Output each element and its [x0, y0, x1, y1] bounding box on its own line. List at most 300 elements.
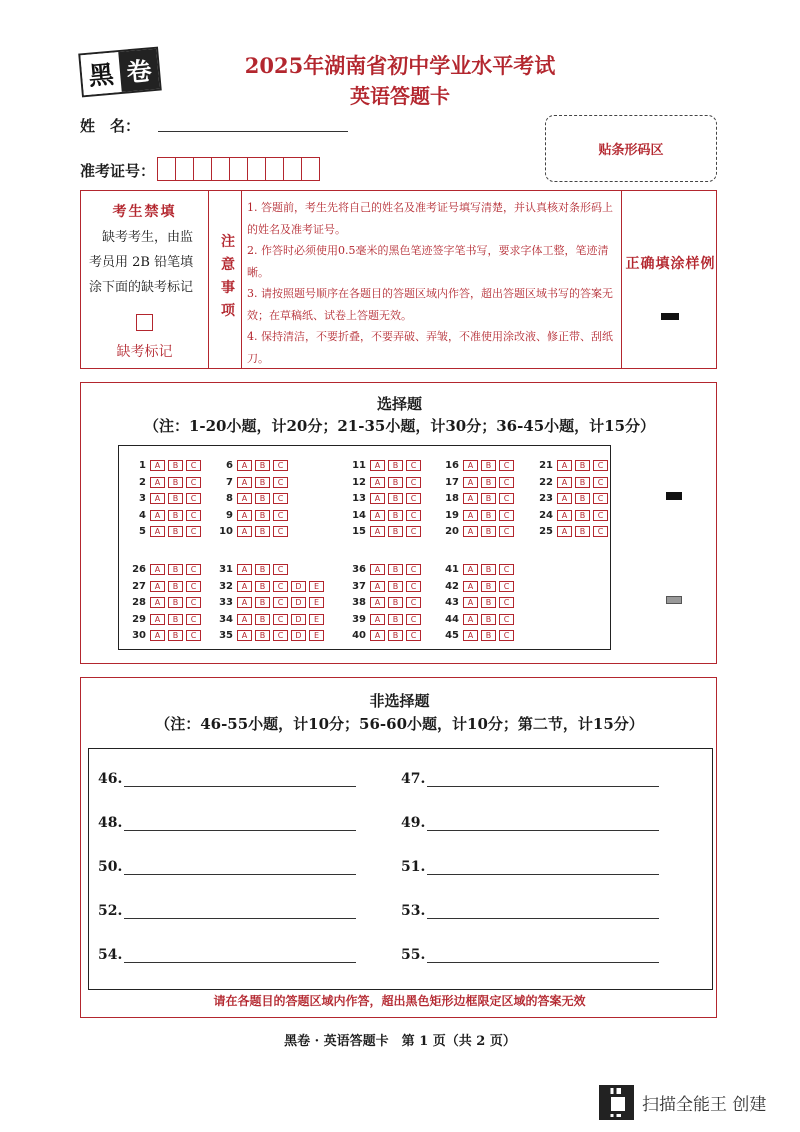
- option-bubble-b[interactable]: B: [575, 460, 590, 471]
- answer-blank[interactable]: [427, 948, 659, 963]
- option-bubble-b[interactable]: B: [388, 510, 403, 521]
- option-bubble-a[interactable]: A: [370, 630, 385, 641]
- answer-blank[interactable]: [427, 904, 659, 919]
- option-bubble-a[interactable]: A: [370, 614, 385, 625]
- option-bubble-b[interactable]: B: [575, 526, 590, 537]
- question-number: 22: [539, 476, 553, 488]
- option-bubble-c[interactable]: C: [406, 526, 421, 537]
- answer-line-53[interactable]: [401, 903, 659, 919]
- option-bubble-a[interactable]: A: [237, 477, 252, 488]
- notice-item: 2. 作答时必须使用0.5毫米的黑色笔迹签字笔书写，要求字体工整，笔迹清晰。: [247, 244, 609, 279]
- option-bubble-c[interactable]: C: [273, 630, 288, 641]
- question-row-26: [126, 563, 204, 576]
- question-number: 12: [352, 476, 366, 488]
- question-number: 21: [539, 460, 553, 471]
- question-row-22: [533, 476, 611, 489]
- answer-number: 55.: [401, 947, 426, 963]
- option-bubble-c[interactable]: C: [406, 564, 421, 575]
- option-bubble-a[interactable]: A: [150, 597, 165, 608]
- question-row-2: [126, 476, 204, 489]
- option-bubble-a[interactable]: A: [463, 564, 478, 575]
- option-bubble-c[interactable]: C: [186, 564, 201, 575]
- option-bubble-a[interactable]: A: [150, 526, 165, 537]
- option-bubble-a[interactable]: A: [237, 614, 252, 625]
- answer-area-warning: 请在各题目的答题区域内作答，超出黑色矩形边框限定区域的答案无效: [213, 994, 586, 1008]
- option-bubble-e[interactable]: E: [309, 597, 324, 608]
- option-bubble-a[interactable]: A: [150, 630, 165, 641]
- option-bubble-b[interactable]: B: [388, 460, 403, 471]
- option-bubble-c[interactable]: C: [406, 460, 421, 471]
- answer-line-52[interactable]: [98, 903, 356, 919]
- option-bubble-c[interactable]: C: [186, 460, 201, 471]
- option-bubble-c[interactable]: C: [273, 564, 288, 575]
- answer-lines: [81, 678, 718, 1019]
- question-number: 3: [139, 493, 146, 504]
- exam-id-digit-box[interactable]: [175, 157, 194, 181]
- option-bubble-c[interactable]: C: [499, 526, 514, 537]
- question-row-30: [126, 629, 204, 642]
- option-bubble-b[interactable]: B: [255, 510, 270, 521]
- exam-id-digit-box[interactable]: [229, 157, 248, 181]
- absent-mark-label: 缺考标记: [116, 344, 173, 360]
- option-bubble-b[interactable]: B: [168, 477, 183, 488]
- question-number: 7: [226, 476, 233, 488]
- answer-line-47[interactable]: [401, 771, 659, 787]
- question-row-5: [126, 525, 204, 538]
- answer-number: 51.: [401, 859, 426, 875]
- option-bubble-b[interactable]: B: [255, 597, 270, 608]
- question-row-31: [213, 563, 291, 576]
- option-bubble-a[interactable]: A: [150, 581, 165, 592]
- option-bubble-a[interactable]: A: [463, 477, 478, 488]
- option-bubble-c[interactable]: C: [499, 630, 514, 641]
- question-number: 4: [139, 509, 146, 521]
- option-bubble-c[interactable]: C: [593, 460, 608, 471]
- option-bubble-a[interactable]: A: [370, 597, 385, 608]
- option-bubble-c[interactable]: C: [499, 614, 514, 625]
- option-bubble-b[interactable]: B: [168, 460, 183, 471]
- notice-item: 1. 答题前，考生先将自己的姓名及准考证号填写清楚，并认真核对条形码上的姓名及准考证号。: [247, 201, 613, 236]
- question-row-21: [533, 459, 611, 472]
- question-number: 42: [445, 580, 459, 592]
- option-bubble-b[interactable]: B: [168, 493, 183, 504]
- question-number: 26: [132, 564, 146, 575]
- option-bubble-a[interactable]: A: [370, 526, 385, 537]
- nonchoice-title: 非选择题: [369, 692, 430, 710]
- question-number: 33: [219, 597, 233, 608]
- option-bubble-c[interactable]: C: [186, 597, 201, 608]
- option-bubble-b[interactable]: B: [255, 477, 270, 488]
- option-bubble-c[interactable]: C: [499, 564, 514, 575]
- option-bubble-a[interactable]: A: [150, 510, 165, 521]
- question-row-29: [126, 613, 204, 626]
- question-row-32: [213, 580, 327, 593]
- option-bubble-a[interactable]: A: [237, 526, 252, 537]
- fill-example-heading: 正确填涂样例: [625, 256, 716, 272]
- option-bubble-a[interactable]: A: [370, 477, 385, 488]
- absent-section-title: 考生禁填: [112, 204, 177, 220]
- timing-mark: [666, 596, 682, 604]
- question-row-33: [213, 596, 327, 609]
- option-bubble-c[interactable]: C: [186, 510, 201, 521]
- option-bubble-e[interactable]: E: [309, 630, 324, 641]
- question-number: 45: [445, 630, 459, 641]
- question-row-6: [213, 459, 291, 472]
- question-number: 27: [132, 580, 146, 592]
- option-bubble-b[interactable]: B: [481, 460, 496, 471]
- timing-mark: [666, 492, 682, 500]
- option-bubble-a[interactable]: A: [237, 597, 252, 608]
- question-number: 28: [132, 597, 146, 608]
- answer-grid: [81, 383, 718, 665]
- question-row-39: [346, 613, 424, 626]
- option-bubble-c[interactable]: C: [186, 477, 201, 488]
- option-bubble-c[interactable]: C: [186, 581, 201, 592]
- option-bubble-c[interactable]: C: [499, 510, 514, 521]
- option-bubble-b[interactable]: B: [388, 630, 403, 641]
- question-row-38: [346, 596, 424, 609]
- logo-char-2: 卷: [118, 49, 159, 92]
- option-bubble-c[interactable]: C: [406, 581, 421, 592]
- option-bubble-b[interactable]: B: [481, 510, 496, 521]
- option-bubble-c[interactable]: C: [499, 477, 514, 488]
- exam-id-boxes: [157, 157, 319, 181]
- answer-number: 54.: [98, 947, 123, 963]
- option-bubble-c[interactable]: C: [499, 581, 514, 592]
- answer-blank[interactable]: [124, 948, 356, 963]
- answer-line-50[interactable]: [98, 859, 356, 875]
- option-bubble-d[interactable]: D: [291, 630, 306, 641]
- question-row-13: [346, 492, 424, 505]
- option-bubble-c[interactable]: C: [273, 614, 288, 625]
- question-number: 5: [139, 526, 146, 537]
- option-bubble-b[interactable]: B: [168, 564, 183, 575]
- answer-line-48[interactable]: [98, 815, 356, 831]
- option-bubble-a[interactable]: A: [150, 460, 165, 471]
- option-bubble-a[interactable]: A: [370, 460, 385, 471]
- option-bubble-a[interactable]: A: [463, 597, 478, 608]
- option-bubble-c[interactable]: C: [406, 510, 421, 521]
- option-bubble-a[interactable]: A: [463, 614, 478, 625]
- question-row-20: [439, 525, 517, 538]
- option-bubble-c[interactable]: C: [273, 477, 288, 488]
- option-bubble-c[interactable]: C: [186, 526, 201, 537]
- option-bubble-d[interactable]: D: [291, 614, 306, 625]
- written-answer-section: [80, 677, 717, 1018]
- option-bubble-a[interactable]: A: [557, 526, 572, 537]
- option-bubble-c[interactable]: C: [406, 597, 421, 608]
- question-number: 24: [539, 509, 553, 521]
- exam-title: 2025年湖南省初中学业水平考试: [244, 53, 556, 78]
- option-bubble-a[interactable]: A: [370, 564, 385, 575]
- question-row-36: [346, 563, 424, 576]
- answer-number: 46.: [98, 771, 123, 787]
- option-bubble-a[interactable]: A: [463, 581, 478, 592]
- answer-number: 49.: [401, 815, 426, 831]
- question-row-43: [439, 596, 517, 609]
- option-bubble-a[interactable]: A: [463, 493, 478, 504]
- question-number: 20: [445, 526, 459, 537]
- absent-instructions: 缺考考生，由监考员用 2B 铅笔填涂下面的缺考标记: [89, 230, 194, 295]
- question-number: 14: [352, 509, 366, 521]
- option-bubble-d[interactable]: D: [291, 597, 306, 608]
- option-bubble-c[interactable]: C: [593, 477, 608, 488]
- option-bubble-b[interactable]: B: [575, 477, 590, 488]
- option-bubble-b[interactable]: B: [388, 564, 403, 575]
- question-row-19: [439, 509, 517, 522]
- question-row-16: [439, 459, 517, 472]
- logo-char-1: 黑: [80, 52, 121, 95]
- question-row-7: [213, 476, 291, 489]
- option-bubble-a[interactable]: A: [150, 493, 165, 504]
- option-bubble-d[interactable]: D: [291, 581, 306, 592]
- option-bubble-c[interactable]: C: [499, 493, 514, 504]
- option-bubble-b[interactable]: B: [168, 510, 183, 521]
- option-bubble-b[interactable]: B: [575, 510, 590, 521]
- page-footer: 黑卷 · 英语答题卡 第 1 页（共 2 页）: [284, 1034, 516, 1049]
- option-bubble-b[interactable]: B: [255, 564, 270, 575]
- option-bubble-c[interactable]: C: [593, 493, 608, 504]
- option-bubble-b[interactable]: B: [481, 564, 496, 575]
- notice-item: 4. 保持清洁，不要折叠，不要弄破、弄皱，不准使用涂改液、修正带、刮纸刀。: [247, 330, 613, 365]
- multiple-choice-section: [80, 382, 717, 664]
- option-bubble-b[interactable]: B: [255, 460, 270, 471]
- question-row-10: [213, 525, 291, 538]
- exam-id-label: 准考证号：: [80, 162, 156, 180]
- exam-id-digit-box[interactable]: [301, 157, 320, 181]
- option-bubble-a[interactable]: A: [237, 510, 252, 521]
- option-bubble-b[interactable]: B: [481, 581, 496, 592]
- option-bubble-c[interactable]: C: [273, 460, 288, 471]
- question-row-23: [533, 492, 611, 505]
- answer-blank[interactable]: [124, 772, 356, 787]
- option-bubble-b[interactable]: B: [388, 526, 403, 537]
- question-number: 39: [352, 613, 366, 625]
- question-row-42: [439, 580, 517, 593]
- answer-blank[interactable]: [124, 904, 356, 919]
- notice-heading: 注意事项: [221, 234, 235, 319]
- option-bubble-c[interactable]: C: [406, 477, 421, 488]
- option-bubble-a[interactable]: A: [370, 510, 385, 521]
- option-bubble-c[interactable]: C: [406, 614, 421, 625]
- option-bubble-c[interactable]: C: [406, 493, 421, 504]
- option-bubble-a[interactable]: A: [370, 493, 385, 504]
- option-bubble-a[interactable]: A: [150, 477, 165, 488]
- option-bubble-c[interactable]: C: [273, 597, 288, 608]
- answer-blank[interactable]: [124, 816, 356, 831]
- option-bubble-a[interactable]: A: [237, 493, 252, 504]
- option-bubble-b[interactable]: B: [168, 597, 183, 608]
- question-number: 32: [219, 580, 233, 592]
- question-number: 8: [226, 493, 233, 504]
- sheet-title: 英语答题卡: [350, 84, 450, 108]
- option-bubble-c[interactable]: C: [186, 493, 201, 504]
- option-bubble-a[interactable]: A: [237, 581, 252, 592]
- option-bubble-b[interactable]: B: [388, 581, 403, 592]
- option-bubble-b[interactable]: B: [168, 630, 183, 641]
- option-bubble-a[interactable]: A: [237, 630, 252, 641]
- question-row-14: [346, 509, 424, 522]
- option-bubble-c[interactable]: C: [593, 510, 608, 521]
- option-bubble-c[interactable]: C: [273, 581, 288, 592]
- option-bubble-b[interactable]: B: [481, 477, 496, 488]
- choice-score-note: （注：1-20小题，计20分；21-35小题，计30分；36-45小题，计15分）: [143, 417, 656, 435]
- question-row-24: [533, 509, 611, 522]
- question-row-37: [346, 580, 424, 593]
- question-number: 36: [352, 564, 366, 575]
- question-number: 41: [445, 564, 459, 575]
- instructions-panel: [80, 190, 717, 369]
- question-row-3: [126, 492, 204, 505]
- option-bubble-a[interactable]: A: [237, 460, 252, 471]
- option-bubble-a[interactable]: A: [557, 460, 572, 471]
- option-bubble-b[interactable]: B: [481, 630, 496, 641]
- option-bubble-b[interactable]: B: [255, 630, 270, 641]
- question-number: 35: [219, 630, 233, 641]
- question-row-25: [533, 525, 611, 538]
- question-number: 30: [132, 630, 146, 641]
- question-number: 43: [445, 597, 459, 608]
- option-bubble-b[interactable]: B: [168, 581, 183, 592]
- option-bubble-b[interactable]: B: [388, 597, 403, 608]
- question-number: 44: [445, 613, 459, 625]
- question-row-27: [126, 580, 204, 593]
- question-number: 17: [445, 476, 459, 488]
- exam-id-digit-box[interactable]: [157, 157, 176, 181]
- option-bubble-e[interactable]: E: [309, 614, 324, 625]
- divider: [208, 191, 209, 368]
- notice-item: 3. 请按照题号顺序在各题目的答题区域内作答，超出答题区域书写的答案无效；在草稿纸、试卷上答题无效。: [247, 287, 613, 322]
- question-row-11: [346, 459, 424, 472]
- option-bubble-c[interactable]: C: [499, 460, 514, 471]
- question-number: 15: [352, 526, 366, 537]
- answer-number: 48.: [98, 815, 123, 831]
- answer-blank[interactable]: [427, 816, 659, 831]
- option-bubble-c[interactable]: C: [273, 493, 288, 504]
- question-number: 10: [219, 526, 233, 537]
- option-bubble-a[interactable]: A: [150, 614, 165, 625]
- question-number: 13: [352, 493, 366, 504]
- option-bubble-a[interactable]: A: [237, 564, 252, 575]
- option-bubble-a[interactable]: A: [557, 510, 572, 521]
- question-row-45: [439, 629, 517, 642]
- answer-line-49[interactable]: [401, 815, 659, 831]
- option-bubble-c[interactable]: C: [499, 597, 514, 608]
- exam-id-digit-box[interactable]: [193, 157, 212, 181]
- question-row-8: [213, 492, 291, 505]
- scanner-watermark: 扫描全能王 创建: [642, 1095, 767, 1115]
- option-bubble-c[interactable]: C: [186, 630, 201, 641]
- question-number: 16: [445, 460, 459, 471]
- option-bubble-b[interactable]: B: [255, 614, 270, 625]
- question-row-12: [346, 476, 424, 489]
- exam-id-digit-box[interactable]: [283, 157, 302, 181]
- answer-line-51[interactable]: [401, 859, 659, 875]
- barcode-label: 贴条形码区: [598, 143, 664, 158]
- question-row-4: [126, 509, 204, 522]
- option-bubble-a[interactable]: A: [463, 526, 478, 537]
- option-bubble-a[interactable]: A: [370, 581, 385, 592]
- divider: [621, 191, 622, 368]
- question-number: 1: [139, 460, 146, 471]
- question-row-44: [439, 613, 517, 626]
- answer-blank[interactable]: [427, 772, 659, 787]
- answer-number: 53.: [401, 903, 426, 919]
- option-bubble-a[interactable]: A: [557, 493, 572, 504]
- option-bubble-a[interactable]: A: [463, 460, 478, 471]
- absent-checkbox[interactable]: [136, 314, 153, 331]
- option-bubble-b[interactable]: B: [168, 526, 183, 537]
- option-bubble-c[interactable]: C: [186, 614, 201, 625]
- option-bubble-b[interactable]: B: [388, 493, 403, 504]
- option-bubble-b[interactable]: B: [168, 614, 183, 625]
- nonchoice-score-note: （注：46-55小题，计10分；56-60小题，计10分；第二节，计15分）: [155, 715, 644, 733]
- option-bubble-c[interactable]: C: [273, 526, 288, 537]
- option-bubble-a[interactable]: A: [557, 477, 572, 488]
- answer-blank[interactable]: [124, 860, 356, 875]
- option-bubble-e[interactable]: E: [309, 581, 324, 592]
- option-bubble-b[interactable]: B: [481, 614, 496, 625]
- fill-example-mark: [661, 313, 679, 320]
- question-row-41: [439, 563, 517, 576]
- question-row-9: [213, 509, 291, 522]
- question-number: 19: [445, 509, 459, 521]
- question-number: 23: [539, 493, 553, 504]
- option-bubble-c[interactable]: C: [406, 630, 421, 641]
- divider: [241, 191, 242, 368]
- question-row-35: [213, 629, 327, 642]
- question-number: 38: [352, 597, 366, 608]
- question-number: 18: [445, 493, 459, 504]
- question-number: 31: [219, 564, 233, 575]
- option-bubble-a[interactable]: A: [463, 510, 478, 521]
- option-bubble-c[interactable]: C: [593, 526, 608, 537]
- notice-list: [247, 197, 615, 369]
- option-bubble-b[interactable]: B: [481, 597, 496, 608]
- name-field[interactable]: [158, 131, 348, 132]
- option-bubble-b[interactable]: B: [481, 493, 496, 504]
- option-bubble-b[interactable]: B: [255, 526, 270, 537]
- option-bubble-a[interactable]: A: [463, 630, 478, 641]
- exam-id-digit-box[interactable]: [247, 157, 266, 181]
- answer-line-55[interactable]: [401, 947, 659, 963]
- option-bubble-c[interactable]: C: [273, 510, 288, 521]
- answer-blank[interactable]: [427, 860, 659, 875]
- answer-line-46[interactable]: [98, 771, 356, 787]
- name-label: 姓 名：: [80, 117, 141, 135]
- option-bubble-b[interactable]: B: [255, 581, 270, 592]
- question-number: 9: [226, 509, 233, 521]
- exam-id-digit-box[interactable]: [265, 157, 284, 181]
- question-number: 6: [226, 460, 233, 471]
- question-row-1: [126, 459, 204, 472]
- question-number: 2: [139, 476, 146, 488]
- barcode-area: [545, 115, 717, 182]
- answer-line-54[interactable]: [98, 947, 356, 963]
- answer-number: 52.: [98, 903, 123, 919]
- option-bubble-b[interactable]: B: [575, 493, 590, 504]
- option-bubble-b[interactable]: B: [388, 477, 403, 488]
- option-bubble-b[interactable]: B: [388, 614, 403, 625]
- answer-number: 50.: [98, 859, 123, 875]
- option-bubble-a[interactable]: A: [150, 564, 165, 575]
- question-row-40: [346, 629, 424, 642]
- exam-id-digit-box[interactable]: [211, 157, 230, 181]
- option-bubble-b[interactable]: B: [255, 493, 270, 504]
- question-row-18: [439, 492, 517, 505]
- option-bubble-b[interactable]: B: [481, 526, 496, 537]
- question-number: 29: [132, 613, 146, 625]
